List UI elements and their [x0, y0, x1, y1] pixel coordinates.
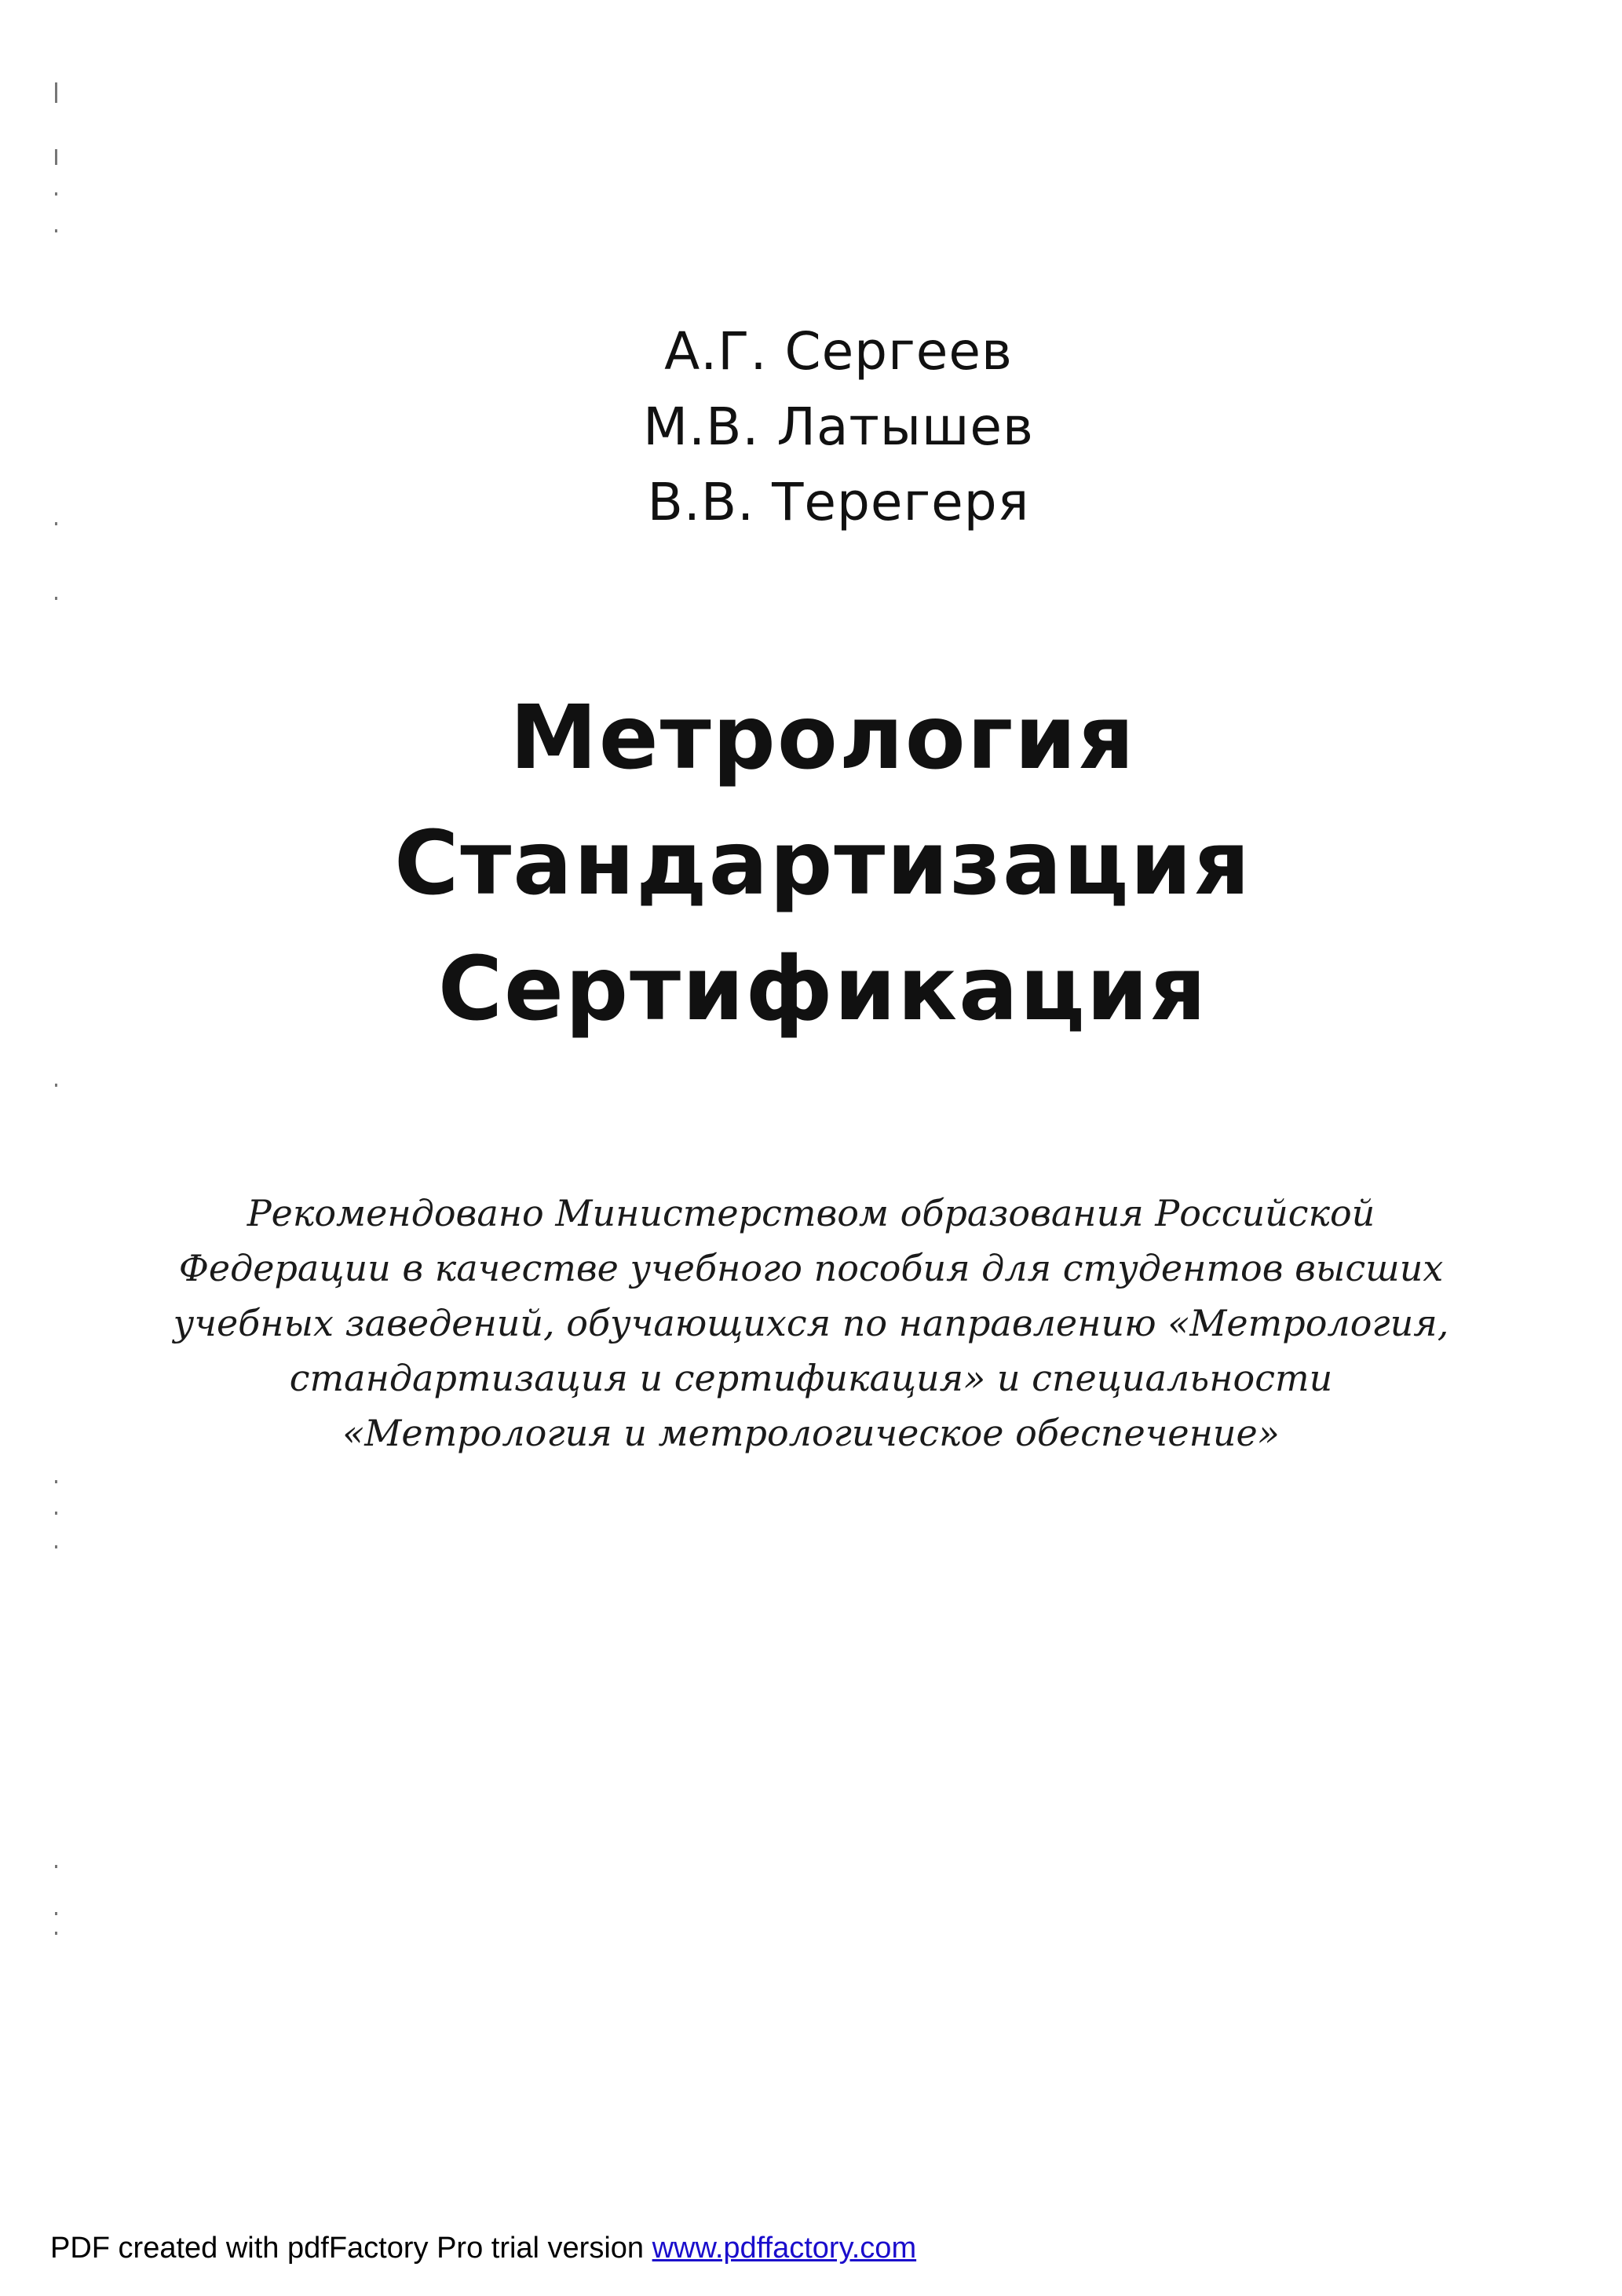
scan-speck [55, 1912, 57, 1915]
pdf-watermark-footer [50, 2232, 916, 2265]
scan-speck [55, 1084, 57, 1087]
author-name: В.В. Терегеря [647, 472, 1030, 532]
recommendation-line: учебных заведений, обучающихся по направлению «Метрология, [173, 1302, 1449, 1344]
author-name: А.Г. Сергеев [664, 321, 1013, 382]
scan-speck [55, 597, 57, 600]
scan-speck [55, 149, 57, 165]
scan-speck [55, 192, 57, 196]
scan-speck [55, 229, 57, 232]
footer-link[interactable]: www.pdffactory.com [652, 2232, 917, 2265]
title-line: Сертификация [437, 938, 1208, 1040]
author-list [0, 314, 1622, 540]
ministry-recommendation [0, 1186, 1622, 1461]
recommendation-line: стандартизация и сертификация» и специальности [289, 1357, 1333, 1399]
scan-speck [55, 1480, 57, 1483]
title-line: Метрология [510, 687, 1136, 789]
scan-speck [55, 1932, 57, 1935]
book-title [0, 675, 1622, 1052]
scan-speck [55, 1512, 57, 1515]
title-line: Стандартизация [394, 813, 1251, 915]
scan-speck [55, 1545, 57, 1548]
recommendation-line: Федерации в качестве учебного пособия для студентов высших [178, 1247, 1444, 1289]
author-name: М.В. Латышев [643, 397, 1034, 457]
scan-speck [55, 1865, 57, 1868]
recommendation-line: «Метрология и метрологическое обеспечение» [342, 1412, 1280, 1454]
recommendation-line: Рекомендовано Министерством образования Российской [247, 1192, 1375, 1234]
footer-text: PDF created with pdfFactory Pro trial version [50, 2232, 652, 2265]
scan-speck [55, 82, 57, 103]
